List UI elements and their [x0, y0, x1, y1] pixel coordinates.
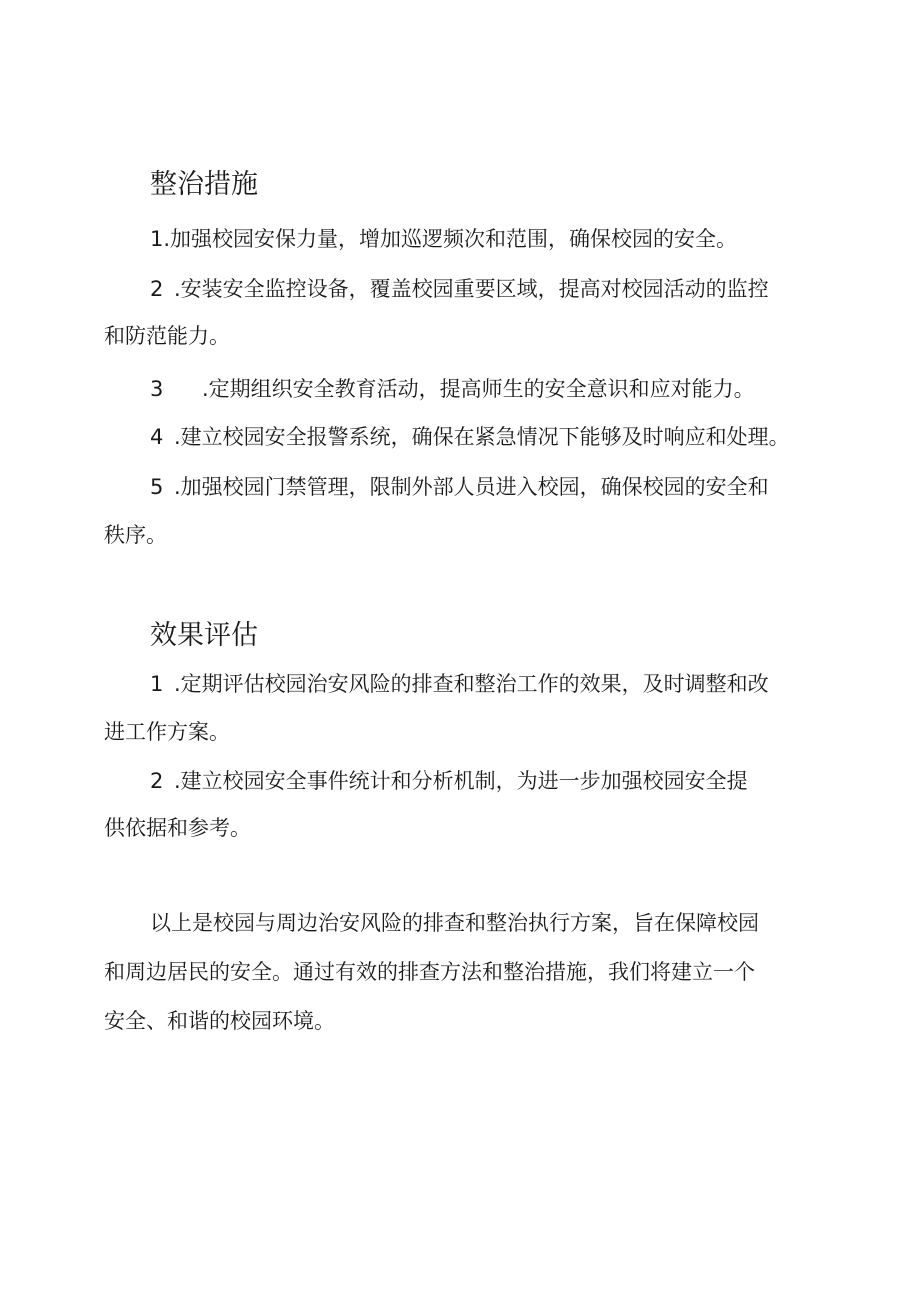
measure-item-5-continuation: 秩序。 — [104, 523, 167, 547]
measure-item-3 — [150, 379, 755, 400]
evaluation-item-2 — [150, 771, 748, 792]
evaluation-item-1-continuation: 进工作方案。 — [104, 720, 230, 744]
section-heading-measures: 整治措施 — [150, 169, 258, 200]
evaluation-item-2-text: .建立校园安全事件统计和分析机制，为进一步加强校园安全提 — [174, 769, 748, 793]
measure-item-4 — [150, 427, 790, 448]
measure-item-3-text: .定期组织安全教育活动，提高师生的安全意识和应对能力。 — [202, 377, 755, 401]
measure-item-5-text: .加强校园门禁管理，限制外部人员进入校园，确保校园的安全和 — [174, 475, 769, 499]
evaluation-item-2-continuation: 供依据和参考。 — [104, 816, 251, 840]
conclusion-line-2: 和周边居民的安全。通过有效的排查方法和整治措施，我们将建立一个 — [104, 960, 755, 984]
measure-item-2-text: .安装安全监控设备，覆盖校园重要区域，提高对校园活动的监控 — [174, 277, 769, 301]
section-heading-evaluation: 效果评估 — [150, 620, 258, 651]
measure-item-2 — [150, 279, 769, 300]
measure-item-5 — [150, 477, 769, 498]
measure-item-1-number: 1 — [150, 227, 164, 251]
measure-item-2-continuation: 和防范能力。 — [104, 324, 230, 348]
conclusion-line-3: 安全、和谐的校园环境。 — [104, 1009, 335, 1033]
evaluation-item-1-text: .定期评估校园治安风险的排查和整治工作的效果，及时调整和改 — [174, 672, 769, 696]
measure-item-2-number: 2 — [150, 277, 164, 301]
evaluation-item-2-number: 2 — [150, 769, 164, 793]
evaluation-item-1-number: 1 — [150, 672, 164, 696]
measure-item-1-text: .加强校园安保力量，增加巡逻频次和范围，确保校园的安全。 — [163, 227, 738, 251]
measure-item-5-number: 5 — [150, 475, 164, 499]
measure-item-1 — [150, 229, 737, 250]
measure-item-4-text: .建立校园安全报警系统，确保在紧急情况下能够及时响应和处理。 — [174, 425, 790, 449]
conclusion-line-1: 以上是校园与周边治安风险的排查和整治执行方案，旨在保障校园 — [150, 911, 759, 935]
measure-item-3-number: 3 — [150, 377, 164, 401]
measure-item-4-number: 4 — [150, 425, 164, 449]
evaluation-item-1 — [150, 674, 769, 695]
